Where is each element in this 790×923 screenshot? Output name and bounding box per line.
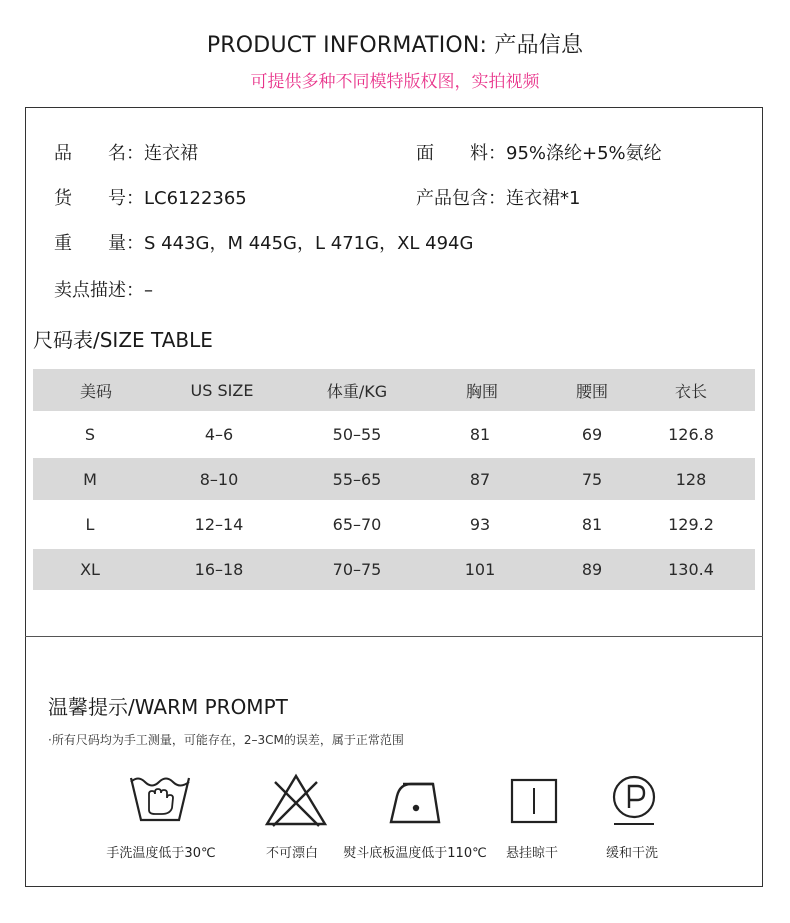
care-label: 缓和干洗 xyxy=(605,846,658,861)
info-package-label: 产品包含： xyxy=(416,188,506,209)
info-weight-value: S 443G，M 445G，L 471G，XL 494G xyxy=(144,233,474,254)
info-name-row xyxy=(54,139,198,165)
measurement-note: ·所有尺码均为手工测量，可能存在，2–3CM的误差，属于正常范围 xyxy=(48,733,404,747)
table-cell: 126.8 xyxy=(668,425,714,444)
care-label: 不可漂白 xyxy=(265,846,318,861)
info-package-value: 连衣裙*1 xyxy=(506,188,581,209)
table-cell: L xyxy=(85,515,95,534)
table-cell: 81 xyxy=(469,425,491,444)
care-label: 手洗温度低于30℃ xyxy=(106,846,216,861)
table-cell: S xyxy=(84,425,96,444)
table-cell: 128 xyxy=(675,469,707,489)
warm-prompt-title: 温馨提示/WARM PROMPT xyxy=(48,695,288,719)
info-weight-label: 重 量： xyxy=(54,233,144,254)
size-table-header-row xyxy=(33,369,755,411)
section-divider xyxy=(25,636,763,637)
info-sku-value: LC6122365 xyxy=(144,188,247,209)
table-cell: 129.2 xyxy=(668,515,714,534)
line-dry-icon xyxy=(502,770,572,832)
table-cell: 55–65 xyxy=(332,469,382,489)
table-cell: 50–55 xyxy=(332,425,382,444)
size-table-header-cell: 体重/KG xyxy=(326,381,388,401)
page-title: PRODUCT INFORMATION: 产品信息 xyxy=(206,33,584,58)
table-cell: 93 xyxy=(469,515,491,534)
size-table-header-cell: 衣长 xyxy=(674,381,707,401)
table-cell: M xyxy=(83,469,97,489)
table-cell: 89 xyxy=(581,560,603,579)
info-weight-row xyxy=(54,229,473,255)
no-bleach-icon xyxy=(261,770,331,832)
size-table xyxy=(33,369,755,590)
table-cell: 65–70 xyxy=(332,515,382,534)
table-row xyxy=(33,500,755,549)
size-table-header-cell: 腰围 xyxy=(575,381,608,401)
iron-low-icon xyxy=(383,770,453,832)
care-label: 悬挂晾干 xyxy=(505,846,558,861)
info-sku-row xyxy=(54,184,247,210)
info-selling-value: – xyxy=(144,280,153,301)
info-sku-label: 货 号： xyxy=(54,188,144,209)
size-table-header-cell: 美码 xyxy=(79,381,112,401)
info-selling-row xyxy=(54,276,153,302)
info-name-label: 品 名： xyxy=(54,143,144,164)
table-row xyxy=(33,458,755,500)
gentle-dry-clean-icon xyxy=(601,770,671,832)
table-cell: 8–10 xyxy=(199,469,239,489)
table-cell: 101 xyxy=(464,560,496,579)
table-cell: 130.4 xyxy=(668,560,714,579)
table-cell: 87 xyxy=(469,469,491,489)
hand-wash-icon xyxy=(125,770,195,832)
info-fabric-row xyxy=(416,139,662,165)
info-fabric-value: 95%涤纶+5%氨纶 xyxy=(506,143,662,164)
size-table-header-cell: US SIZE xyxy=(190,380,254,400)
table-cell: 69 xyxy=(581,425,603,444)
size-table-title: 尺码表/SIZE TABLE xyxy=(33,328,213,352)
care-label: 熨斗底板温度低于110℃ xyxy=(343,846,487,861)
table-cell: XL xyxy=(80,560,100,579)
table-cell: 75 xyxy=(581,469,603,489)
table-cell: 70–75 xyxy=(332,560,382,579)
table-cell: 16–18 xyxy=(194,560,244,579)
table-cell: 12–14 xyxy=(194,515,244,534)
info-name-value: 连衣裙 xyxy=(144,143,198,164)
table-row xyxy=(33,549,755,590)
info-package-row xyxy=(416,184,580,210)
table-cell: 4–6 xyxy=(204,425,234,444)
table-cell: 81 xyxy=(581,515,603,534)
size-table-header-cell: 胸围 xyxy=(465,381,498,401)
table-row xyxy=(33,411,755,458)
info-selling-label: 卖点描述： xyxy=(54,280,144,301)
info-fabric-label: 面 料： xyxy=(416,143,506,164)
page-subtitle: 可提供多种不同模特版权图，实拍视频 xyxy=(250,72,540,92)
